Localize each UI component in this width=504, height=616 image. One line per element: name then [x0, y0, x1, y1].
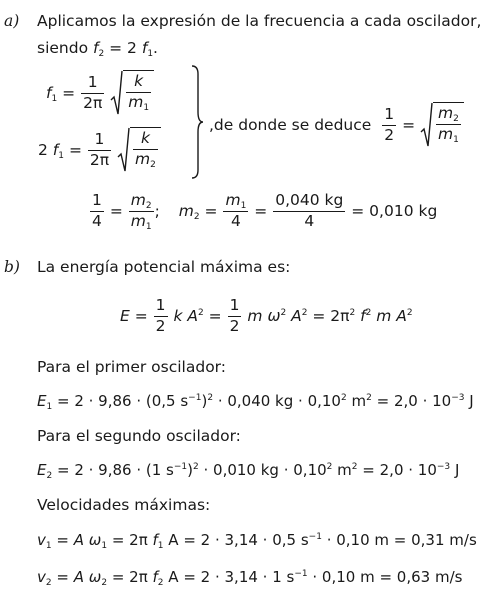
part-a-label: a) [4, 12, 20, 30]
deduction-sqrt: $\frac{m_2}{m_1}$ [420, 102, 464, 148]
deduction-equation: ,de donde se deduce $\frac{1}{2}$ = $\frac{m_2}{m_1}$ [209, 102, 464, 148]
f2-fraction: $\frac{1}{2\pi}$ [89, 129, 110, 169]
f2-equation: 2 $f_1$ = $\frac{1}{2\pi}$ $\frac{k}{m_2}$ [38, 127, 161, 173]
e1-equation: $E_1 = 2 \cdot 9,86 \cdot (0,5$ $s^{-1})^2 \cdot 0,040$ kg · $0,10^2$ $m^2 = 2,0 \cdot 10^{-3}$ J [37, 392, 474, 412]
velocities-heading: Velocidades máximas: [37, 496, 211, 514]
quarter-fraction: $\frac{1}{4}$ [92, 191, 102, 230]
energy-half-fraction-2: $\frac{1}{2}$ [229, 296, 240, 335]
value-fraction: $\frac{0,040 kg}{4}$ [275, 191, 344, 230]
f1-sqrt: $\frac{k}{m_1}$ [110, 70, 154, 116]
first-oscillator-heading: Para el primer oscilador: [37, 358, 227, 376]
energy-half-fraction-1: $\frac{1}{2}$ [155, 296, 166, 335]
part-b-intro: La energía potencial máxima es: [37, 258, 291, 276]
second-oscillator-heading: Para el segundo oscilador: [37, 427, 241, 445]
energy-equation: E = $\frac{1}{2}$ k $A^2$ = $\frac{1}{2}$ m $\omega^2$ $A^2 = 2\pi^2$ $f^2$ m $A^2$ [120, 296, 413, 335]
f1-equation: $f_1$ = $\frac{1}{2\pi}$ $\frac{k}{m_1}$ [46, 70, 154, 116]
m1-over-4-fraction: $\frac{m_1}{4}$ [225, 191, 247, 230]
e2-equation: $E_2 = 2 \cdot 9,86 \cdot (1$ $s^{-1})^2 \cdot 0,010$ kg · $0,10^2$ $m^2 = 2,0 \cdot 10^{-3}$ J [37, 461, 460, 481]
part-a-intro-line2: siendo $f_2 = 2$ $f_1$. [37, 39, 158, 59]
mass-ratio-fraction: $\frac{m_2}{m_1}$ [130, 191, 152, 232]
v1-equation: $v_1 = A$ $\omega_1 = 2\pi$ $f_1$ A = 2 · 3,14 · 0,5 $s^{-1} \cdot 0,10$ m = 0,31 m/s [37, 531, 477, 551]
right-brace [190, 64, 204, 180]
mass-result-equation: $\frac{1}{4}$ = $\frac{m_2}{m_1}$ ; $m_2$ = $\frac{m_1}{4}$ = $\frac{0,040 kg}{4}$ = 0,010 kg [92, 191, 438, 232]
deduction-fraction: $\frac{1}{2}$ [384, 104, 395, 144]
f1-fraction: $\frac{1}{2\pi}$ [83, 72, 103, 112]
v2-equation: $v_2 = A$ $\omega_2 = 2\pi$ $f_2$ A = 2 · 3,14 · 1 $s^{-1} \cdot 0,10$ m = 0,63 m/s [37, 568, 463, 588]
part-b-label: b) [4, 258, 20, 276]
f2-sqrt: $\frac{k}{m_2}$ [117, 127, 161, 173]
part-a-intro-line1: Aplicamos la expresión de la frecuencia a cada oscilador, [37, 12, 482, 30]
